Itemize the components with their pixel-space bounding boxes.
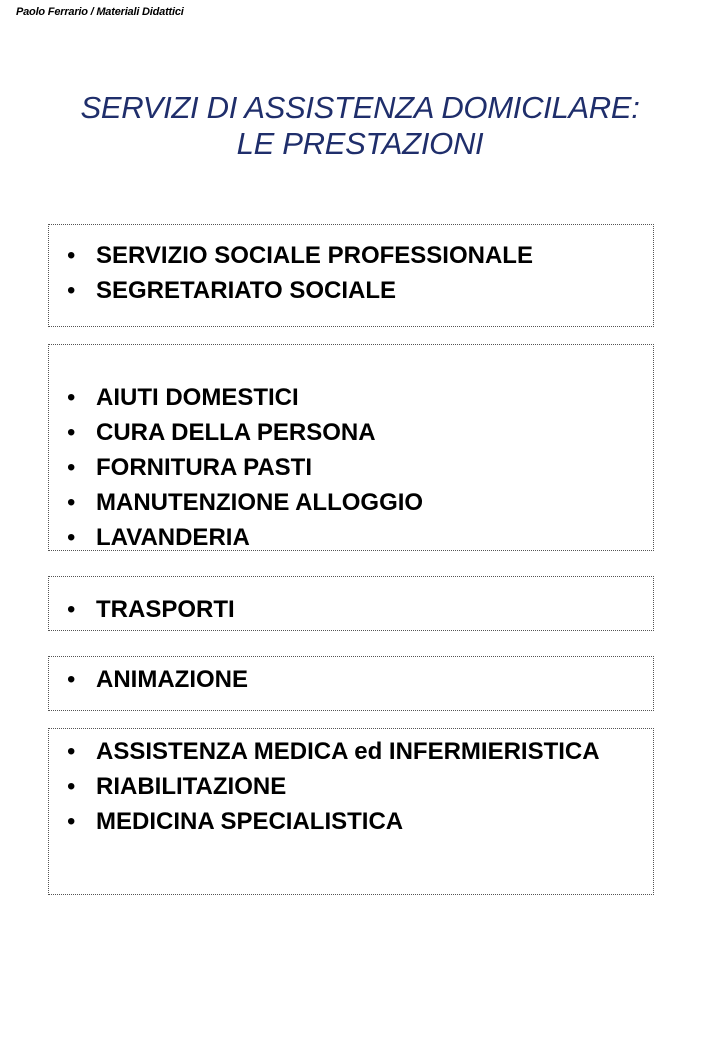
group-medical [48, 728, 654, 895]
header-credit: Paolo Ferrario / Materiali Didattici [16, 6, 184, 18]
list-social-services [49, 225, 653, 304]
group-social-services [48, 224, 654, 327]
list-item: • SERVIZIO SOCIALE PROFESSIONALE [49, 243, 653, 269]
list-home-care [49, 345, 653, 551]
list-item: • LAVANDERIA [49, 525, 653, 551]
title-line-1: SERVIZI DI ASSISTENZA DOMICILARE: [80, 90, 640, 125]
group-home-care [48, 344, 654, 551]
list-item: • MEDICINA SPECIALISTICA [49, 809, 653, 835]
list-animation [49, 657, 653, 693]
group-transport [48, 576, 654, 631]
list-item: • FORNITURA PASTI [49, 455, 653, 481]
list-item: • AIUTI DOMESTICI [49, 385, 653, 411]
list-medical [49, 729, 653, 835]
list-item: • ASSISTENZA MEDICA ed INFERMIERISTICA [49, 739, 616, 765]
title-line-2: LE PRESTAZIONI [236, 126, 484, 161]
list-item: • RIABILITAZIONE [49, 774, 653, 800]
page-title [0, 90, 720, 162]
list-transport [49, 577, 653, 623]
group-animation [48, 656, 654, 711]
list-item: • CURA DELLA PERSONA [49, 420, 653, 446]
list-item: • TRASPORTI [49, 597, 653, 623]
list-item: • ANIMAZIONE [49, 667, 653, 693]
list-item: • SEGRETARIATO SOCIALE [49, 278, 653, 304]
list-item: • MANUTENZIONE ALLOGGIO [49, 490, 653, 516]
